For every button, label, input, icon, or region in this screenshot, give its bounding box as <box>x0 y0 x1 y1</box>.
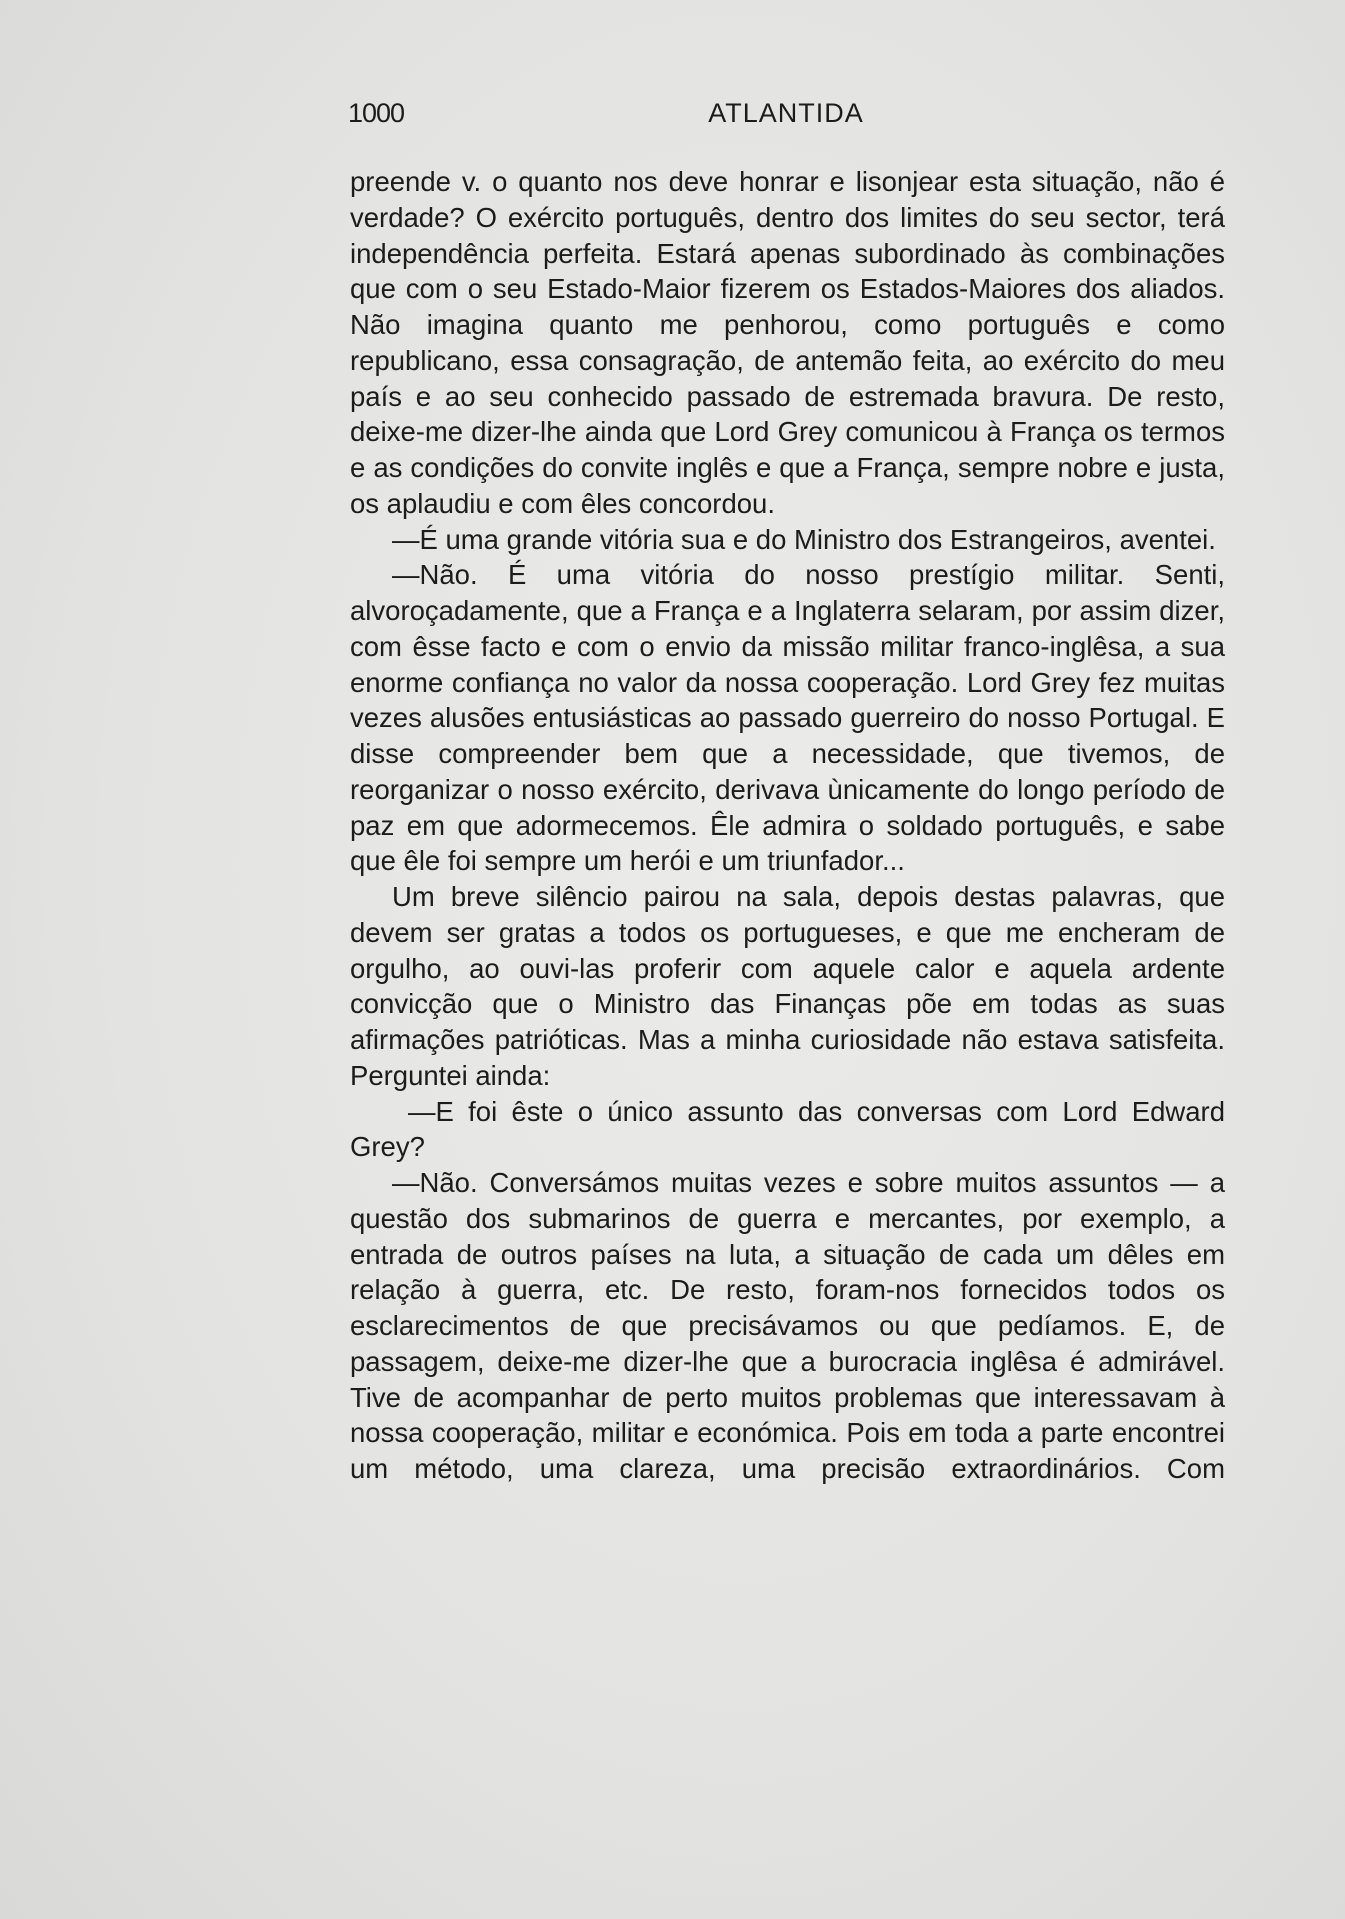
running-title: ATLANTIDA <box>708 98 864 128</box>
paragraph: preende v. o quanto nos deve honrar e lisonjear esta situação, não é verdade? O exército português, dentro dos limites do seu sector, terá independência perfeita. Estará apenas subordinado às combinações que com o seu Estado-Maior fizerem os Estados-Maiores dos aliados. Não imagina quanto me penhorou, como português e como republicano, essa consagração, de antemão feita, ao exército do meu país e ao seu conhecido passado de estremada bravura. De resto, deixe-me dizer-lhe ainda que Lord Grey comunicou à França os termos e as condições do convite inglês e que a França, sempre nobre e justa, os aplaudiu e com êles concordou. <box>350 166 1225 519</box>
paragraph: —Não. É uma vitória do nosso prestígio militar. Senti, alvoroçadamente, que a França e a Inglaterra selaram, por assim dizer, com êsse facto e com o envio da missão militar franco-inglêsa, a sua enorme confiança no valor da nossa cooperação. Lord Grey fez muitas vezes alusões entusiásticas ao passado guerreiro do nosso Portugal. E disse compreender bem que a necessidade, que tivemos, de reorganizar o nosso exército, derivava ùnicamente do longo período de paz em que adormecemos. Êle admira o soldado português, e sabe que êle foi sempre um herói e um triunfador... <box>350 559 1225 877</box>
page-number: 1000 <box>348 98 405 128</box>
body-text <box>350 164 1225 1487</box>
paragraph: —É uma grande vitória sua e do Ministro dos Estrangeiros, aventei. <box>392 523 1216 555</box>
page-header <box>348 98 1224 138</box>
paragraph: —Não. Conversámos muitas vezes e sobre muitos assuntos — a questão dos submarinos de guerra e mercantes, por exemplo, a entrada de outros países na luta, a situação de cada um dêles em relação à guerra, etc. De resto, foram-nos fornecidos todos os esclarecimentos de que precisávamos ou que pedíamos. E, de passagem, deixe-me dizer-lhe que a burocracia inglêsa é admirável. Tive de acompanhar de perto muitos problemas que interessavam à nossa cooperação, militar e económica. Pois em toda a parte encontrei um método, uma clareza, uma precisão extraordinários. Com <box>350 1167 1225 1484</box>
paragraph: —E foi êste o único assunto das conversas com Lord Edward Grey? <box>350 1095 1225 1163</box>
paragraph: Um breve silêncio pairou na sala, depois destas palavras, que devem ser gratas a todos os portugueses, e que me encheram de orgulho, ao ouvi-las proferir com aquele calor e aquela ardente convicção que o Ministro das Finanças põe em todas as suas afirmações patrióticas. Mas a minha curiosidade não estava satisfeita. Perguntei ainda: <box>350 881 1225 1091</box>
